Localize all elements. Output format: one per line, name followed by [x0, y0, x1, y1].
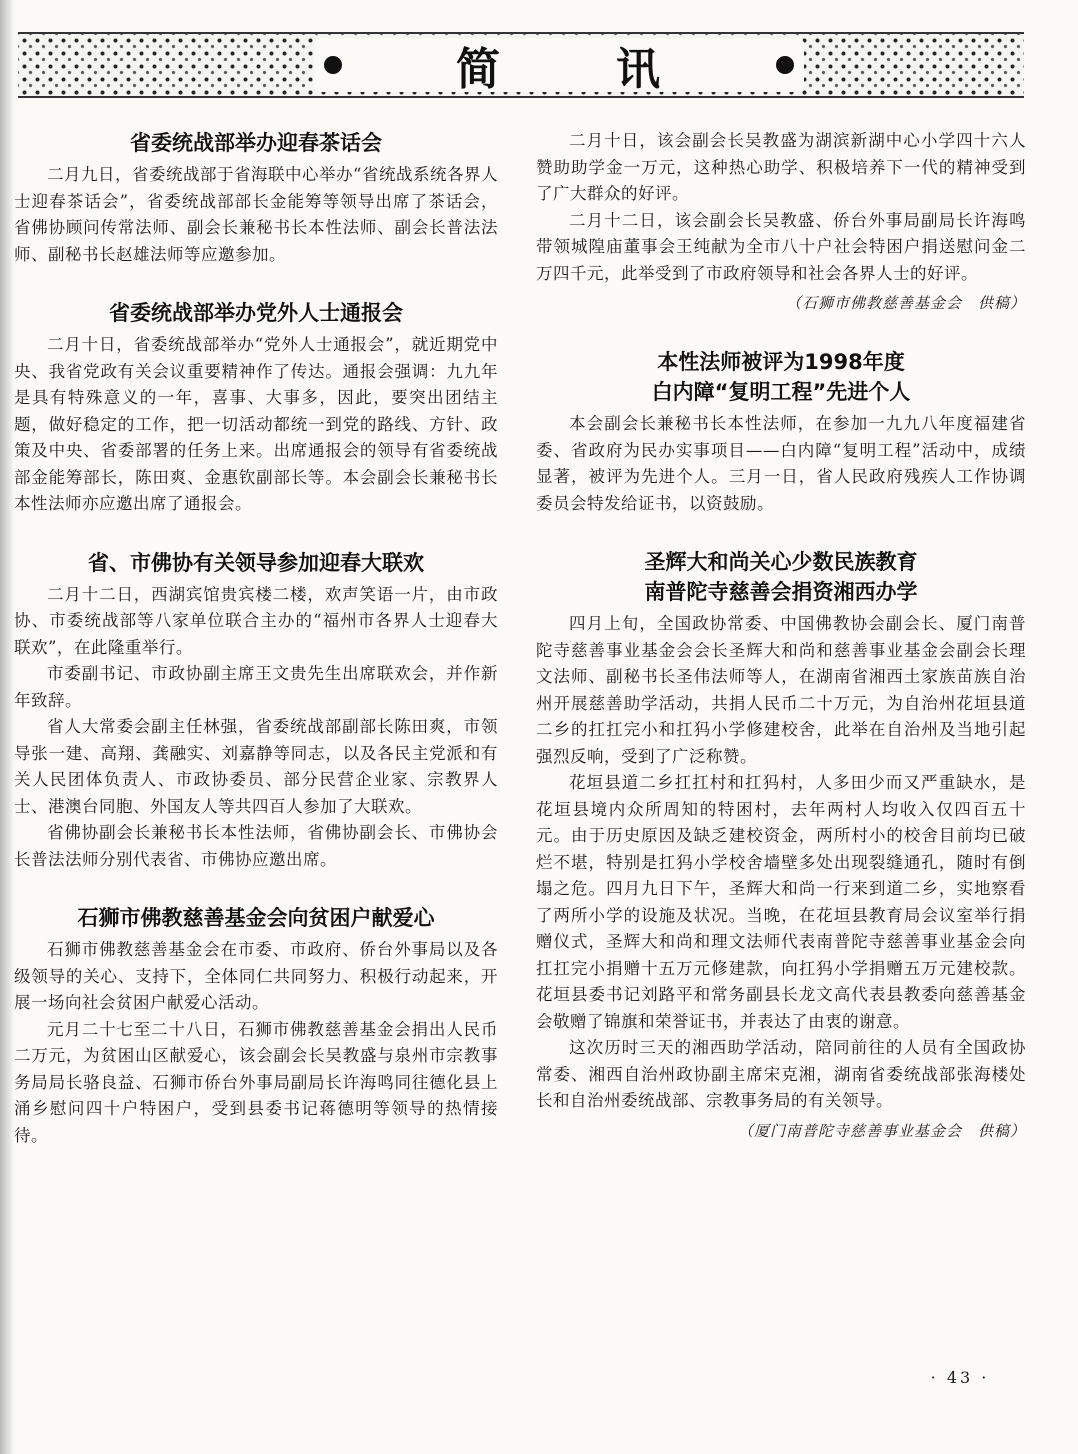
article-paragraph: 二月十二日，该会副会长吴教盛、侨台外事局副局长许海鸣带领城隍庙董事会王纯献为全市八十户社会特困户捐送慰问金二万四千元，此举受到了市政府领导和社会各界人士的好评。 — [536, 210, 1026, 283]
scan-edge-shadow — [0, 0, 14, 1454]
article-paragraph: 二月十二日，西湖宾馆贵宾楼二楼，欢声笑语一片，由市政协、市委统战部等八家单位联合主办的“福州市各界人士迎春大联欢”，在此隆重举行。 — [14, 584, 498, 657]
right-column — [536, 128, 1026, 1175]
news-article — [14, 548, 498, 874]
article-headline: 省、市佛协有关领导参加迎春大联欢 — [88, 550, 424, 575]
news-article — [536, 347, 1026, 517]
page-number: · 43 · — [930, 1368, 990, 1387]
bullet-dot-icon — [324, 56, 342, 74]
article-paragraph: 四月上旬，全国政协常委、中国佛教协会副会长、厦门南普陀寺慈善事业基金会会长圣辉大和尚和慈善事业基金会副会长理文法师、副秘书长圣伟法师等人，在湖南省湘西土家族苗族自治州开展慈善助学活动，共捐人民币二十万元，为自治州花垣县道二乡的扛扛完小和扛犸小学修建校舍，此举在自治州及当地引起强烈反响，受到了广泛称赞。 — [536, 614, 1026, 766]
article-paragraph: 二月九日，省委统战部于省海联中心举办“省统战系统各界人士迎春茶话会”，省委统战部部长金能筹等领导出席了茶话会，省佛协顾问传常法师、副会长兼秘书长本性法师、副会长普法法师、副秘书长赵雄法师等应邀参加。 — [14, 165, 498, 264]
news-article — [14, 903, 498, 1149]
article-headline: 圣辉大和尚关心少数民族教育 南普陀寺慈善会捐资湘西办学 — [644, 550, 918, 604]
article-headline: 省委统战部举办党外人士通报会 — [109, 301, 403, 325]
article-credit: （厦门南普陀寺慈善事业基金会 供稿） — [737, 1121, 1026, 1140]
article-paragraph: 省佛协副会长兼秘书长本性法师，省佛协副会长、市佛协会长普法法师分别代表省、市佛协应邀出席。 — [14, 823, 498, 869]
article-credit: （石狮市佛教慈善基金会 供稿） — [785, 294, 1026, 312]
article-headline: 本性法师被评为1998年度 白内障“复明工程”先进个人 — [651, 350, 911, 404]
section-title-char: 讯 — [616, 44, 662, 95]
article-paragraph: 花垣县道二乡扛扛村和扛犸村，人多田少而又严重缺水，是花垣县境内众所周知的特困村，去年两村人均收入仅四百五十元。由于历史原因及缺乏建校资金，两所村小的校舍目前均已破烂不堪，特别是扛犸小学校舍墙壁多处出现裂缝通孔，随时有倒塌之危。四月九日下午，圣辉大和尚一行来到道二乡，实地察看了两所小学的设施及状况。当晚，在花垣县教育局会议室举行捐赠仪式，圣辉大和尚和理文法师代表南普陀寺慈善事业基金会向扛扛完小捐赠十五万元修建款，向扛犸小学捐赠五万元建校款。花垣县委书记刘路平和常务副县长龙文高代表县教委向慈善基金会敬赠了锦旗和荣誉证书，并表达了由衷的谢意。 — [536, 773, 1026, 1031]
article-headline: 石狮市佛教慈善基金会向贫困户献爱心 — [77, 906, 435, 930]
article-paragraph: 市委副书记、市政协副主席王文贵先生出席联欢会，并作新年致辞。 — [14, 664, 498, 710]
article-paragraph: 本会副会长兼秘书长本性法师，在参加一九九八年度福建省委、省政府为民办实事项目——白内障“复明工程”活动中，成绩显著，被评为先进个人。三月一日，省人民政府残疾人工作协调委员会特发给证书，以资鼓励。 — [536, 414, 1026, 513]
news-article — [536, 128, 1026, 317]
article-paragraph: 二月十日，该会副会长吴教盛为湖滨新湖中心小学四十六人赞助助学金一万元，这种热心助学、积极培养下一代的精神受到了广大群众的好评。 — [536, 131, 1026, 203]
article-paragraph: 二月十日，省委统战部举办“党外人士通报会”，就近期党中央、我省党政有关会议重要精神作了传达。通报会强调：九九年是具有特殊意义的一年，喜事、大事多，因此，要突出团结主题，做好稳定的工作，把一切活动都统一到党的路线、方针、政策及中央、省委部署的任务上来。出席通报会的领导有省委统战部金能筹部长，陈田爽、金惠钦副部长等。本会副会长兼秘书长本性法师亦应邀出席了通报会。 — [14, 335, 498, 513]
article-paragraph: 元月二十七至二十八日，石狮市佛教慈善基金会捐出人民币二万元，为贫困山区献爱心，该会副会长吴教盛与泉州市宗教事务局局长骆良益、石狮市侨台外事局副局长许海鸣同往德化县上涌乡慰问四十户特困户，受到县委书记蒋德明等领导的热情接待。 — [14, 1019, 498, 1145]
article-headline: 省委统战部举办迎春茶话会 — [130, 131, 382, 155]
article-paragraph: 石狮市佛教慈善基金会在市委、市政府、侨台外事局以及各级领导的关心、支持下，全体同仁共同努力、积极行动起来，开展一场向社会贫困户献爱心活动。 — [14, 940, 498, 1012]
bullet-dot-icon — [776, 56, 794, 74]
news-article — [14, 128, 498, 268]
article-paragraph: 这次历时三天的湘西助学活动，陪同前往的人员有全国政协常委、湘西自治州政协副主席宋克湘，湖南省委统战部张海楼处长和自治州委统战部、宗教事务局的有关领导。 — [536, 1038, 1026, 1110]
news-article — [536, 547, 1026, 1145]
section-title — [314, 38, 804, 95]
section-banner — [18, 32, 1024, 98]
article-paragraph: 省人大常委会副主任林强，省委统战部副部长陈田爽，市领导张一建、高翔、龚融实、刘嘉静等同志，以及各民主党派和有关人民团体负责人、市政协委员、部分民营企业家、宗教界人士、港澳台同胞、外国友人等共四百人参加了大联欢。 — [14, 717, 498, 816]
news-article — [14, 298, 498, 518]
section-title-char: 简 — [456, 44, 502, 95]
left-column — [14, 128, 498, 1179]
